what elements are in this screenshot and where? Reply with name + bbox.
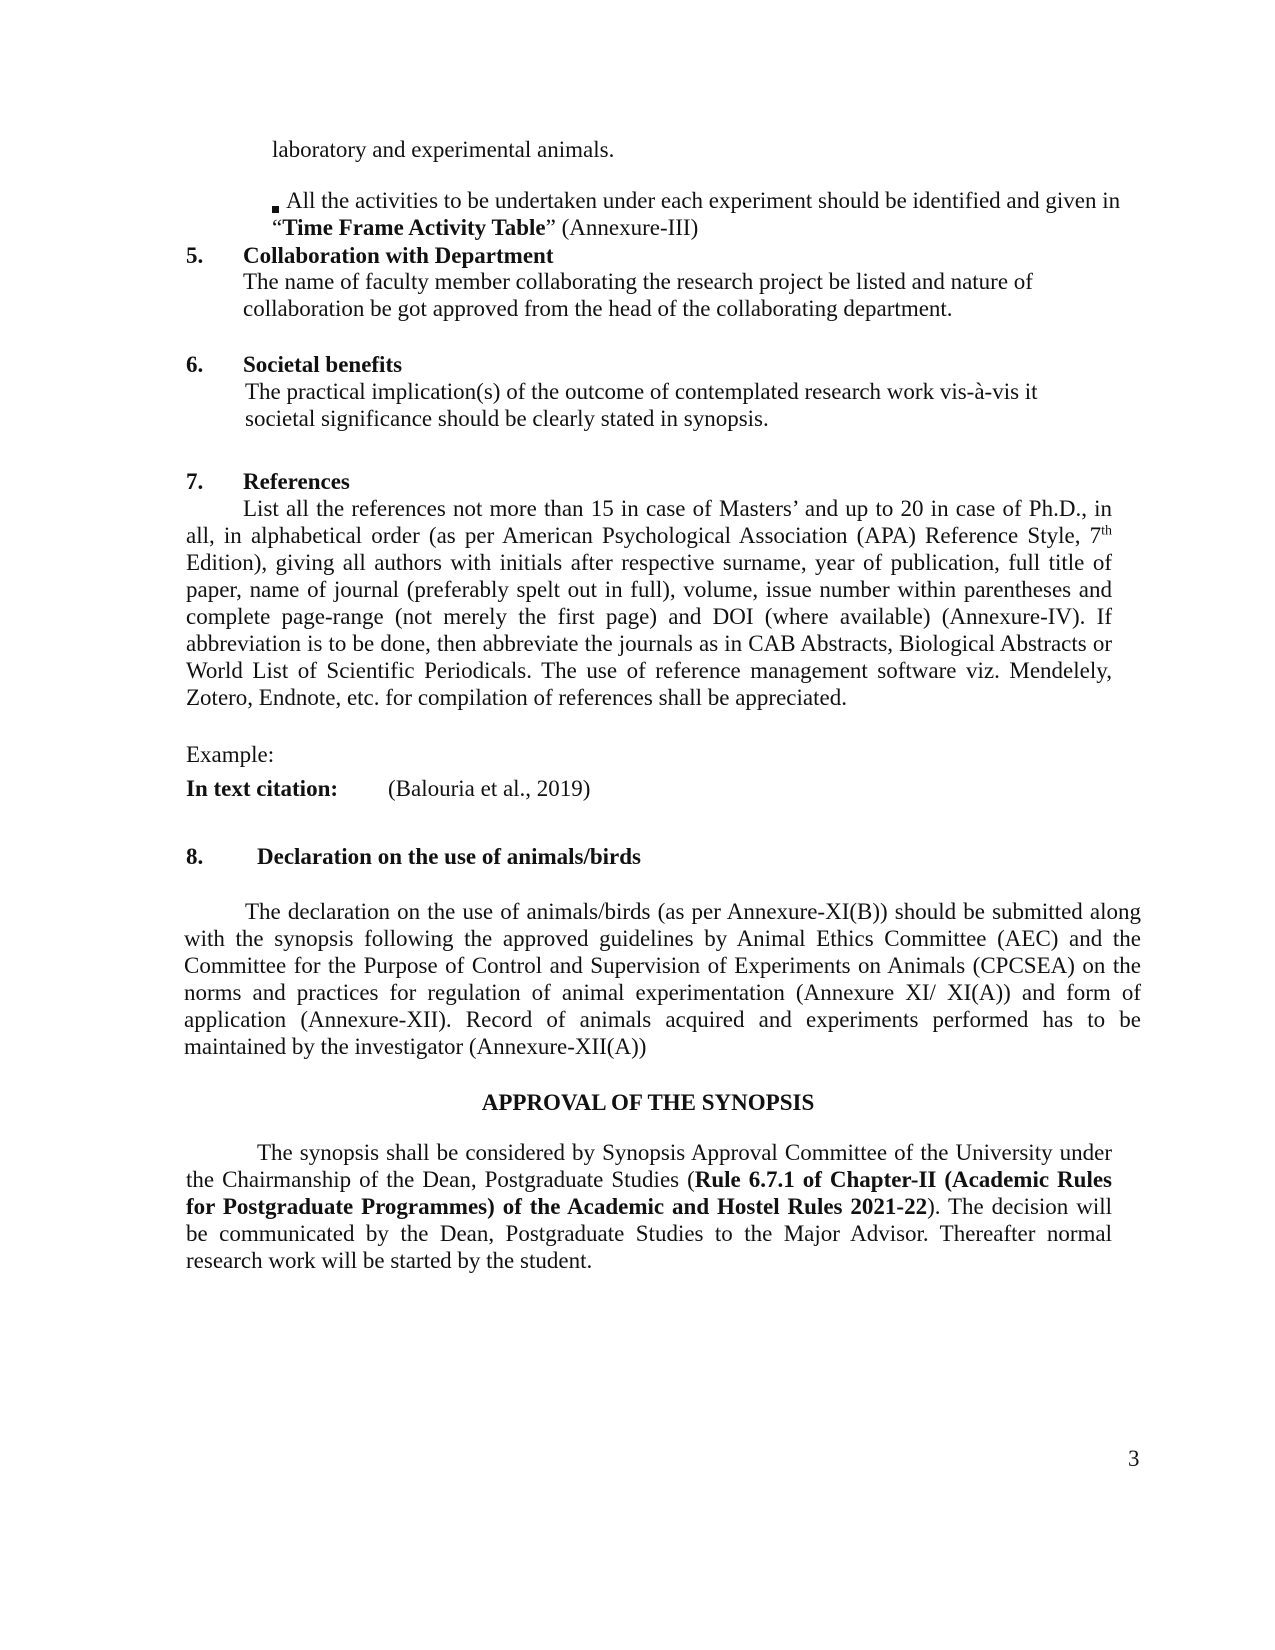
section-5-number: 5. xyxy=(186,243,204,268)
bullet-line-1: All the activities to be undertaken under each experiment should be identified and given in xyxy=(286,188,1121,213)
section-7-number: 7. xyxy=(186,469,204,494)
section-7-body xyxy=(186,495,1112,711)
page-number: 3 xyxy=(1128,1446,1140,1471)
bullet-item xyxy=(272,187,1152,241)
section-5-body: The name of faculty member collaborating the research project be listed and nature of collaboration be got approved from the head of the collaborating department. xyxy=(243,269,1033,321)
section-8-title: Declaration on the use of animals/birds xyxy=(257,844,641,869)
approval-body xyxy=(186,1139,1112,1274)
citation-value: (Balouria et al., 2019) xyxy=(388,776,591,801)
time-frame-activity-table: Time Frame Activity Table xyxy=(282,215,546,240)
approval-heading: APPROVAL OF THE SYNOPSIS xyxy=(481,1090,815,1115)
section-6-title: Societal benefits xyxy=(243,352,403,377)
citation-label: In text citation: xyxy=(186,776,339,801)
approval-rule-reference: Rule 6.7.1 of Chapter-II (Academic Rules for Postgraduate Programmes) of the Academic and Hostel Rules 2021-22 xyxy=(186,1167,1113,1219)
section-5-title: Collaboration with Department xyxy=(243,243,554,268)
bullet-line-2 xyxy=(272,214,1152,241)
references-text-part-2: Edition), giving all authors with initials after respective surname, year of publication, full title of paper, name of journal (preferably spelt out in full), volume, issue number within parentheses and complete page-range (not merely the first page) and DOI (where available) (Annexure-IV). If abbreviation is to be done, then abbreviate the journals as in CAB Abstracts, Biological Abstracts or World List of Scientific Periodicals. The use of reference management software viz. Mendelely, Zotero, Endnote, etc. for compilation of references shall be appreciated. xyxy=(186,550,1112,710)
section-7-title: References xyxy=(243,469,350,494)
approval-text-start: The synopsis shall be considered by Synopsis Approval Committee of the University under the Chairmanship of the Dean, Postgraduate Studies ( xyxy=(186,1140,1112,1192)
annexure-iii: (Annexure-III) xyxy=(555,215,699,240)
approval-text-end: ). The decision will be communicated by the Dean, Postgraduate Studies to the Major Advisor. Thereafter normal research work will be started by the student. xyxy=(186,1194,1112,1273)
references-text-part-1: List all the references not more than 15 in case of Masters’ and up to 20 in case of Ph.D., in all, in alphabetical order (as per American Psychological Association (APA) Reference Style, 7 xyxy=(186,496,1112,548)
quote-close: ” xyxy=(545,215,556,240)
section-8-body: The declaration on the use of animals/birds (as per Annexure-XI(B)) should be submitted along with the synopsis following the approved guidelines by Animal Ethics Committee (AEC) and the Committee for the Purpose of Control and Supervision of Experiments on Animals (CPCSEA) on the norms and practices for regulation of animal experimentation (Annexure XI/ XI(A)) and form of application (Annexure-XII). Record of animals acquired and experiments performed has to be maintained by the investigator (Annexure-XII(A)) xyxy=(184,899,1141,1059)
section-6-body: The practical implication(s) of the outcome of contemplated research work vis-à-vis it societal significance should be clearly stated in synopsis. xyxy=(245,379,1038,431)
section-8-number: 8. xyxy=(186,844,204,869)
example-label: Example: xyxy=(186,742,275,767)
continuation-text: laboratory and experimental animals. xyxy=(272,137,615,162)
quote-open: “ xyxy=(272,215,283,240)
references-superscript: th xyxy=(1101,523,1112,539)
section-6-number: 6. xyxy=(186,352,204,377)
